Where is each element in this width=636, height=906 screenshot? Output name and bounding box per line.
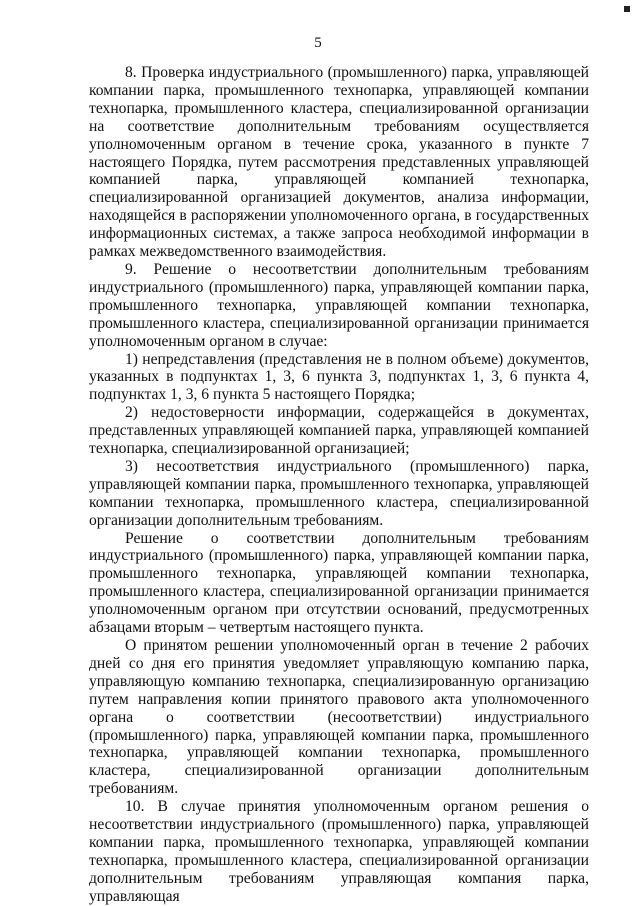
paragraph-9-item-1: 1) непредставления (представления не в полном объеме) документов, указанных в подпунктах 1, 3, 6 пункта 3, подпунктах 1, 3, 6 пункта 4, подпунктах 1, 3, 6 пункта 5 настоящего Порядка; [89, 350, 589, 404]
scan-corner-mark [624, 6, 630, 12]
paragraph-9: 9. Решение о несоответствии дополнительным требованиям индустриального (промышленного) парка, управляющей компании парка, промышленного технопарка, управляющей компании технопарка, промышленного кластера, специализированной организации принимается уполномоченным органом в случае: [89, 260, 589, 350]
paragraph-9-item-2: 2) недостоверности информации, содержащейся в документах, представленных управляющей компанией парка, управляющей компанией технопарка, специализированной организацией; [89, 404, 589, 458]
paragraph-10: 10. В случае принятия уполномоченным органом решения о несоответствии индустриального (промышленного) парка, управляющей компании парка, промышленного технопарка, управляющей компании технопарка, промышленного кластера, специализированной организации дополнительным требованиям управляющая компания парка, управляющая [89, 798, 589, 905]
paragraph-9-compliance-decision: Решение о соответствии дополнительным требованиям индустриального (промышленного) парка, управляющей компании парка, промышленного технопарка, управляющей компании технопарка, промышленного кластера, специализированной организации принимается уполномоченным органом при отсутствии оснований, предусмотренных абзацами вторым – четвертым настоящего пункта. [89, 529, 589, 637]
paragraph-8: 8. Проверка индустриального (промышленного) парка, управляющей компании парка, промышленного технопарка, управляющей компании технопарка, промышленного кластера, специализированной организации на соответствие дополнительным требованиям осуществляется уполномоченным органом в течение срока, указанного в пункте 7 настоящего Порядка, путем рассмотрения представленных управляющей компанией парка, управляющей компанией технопарка, специализированной организацией документов, анализа информации, находящейся в распоряжении уполномоченного органа, в государственных информационных системах, а также запроса необходимой информации в рамках межведомственного взаимодействия. [89, 64, 589, 261]
paragraph-9-notification: О принятом решении уполномоченный орган в течение 2 рабочих дней со дня его принятия уведомляет управляющую компанию парка, управляющую компанию технопарка, специализированную организацию путем направления копии принятого правового акта уполномоченного органа о соответствии (несоответствии) индустриального (промышленного) парка, управляющей компании парка, промышленного технопарка, управляющей компании технопарка, промышленного кластера, специализированной организации дополнительным требованиям. [89, 637, 589, 798]
page-number: 5 [314, 35, 322, 51]
document-body [89, 64, 589, 906]
paragraph-9-item-3: 3) несоответствия индустриального (промышленного) парка, управляющей компании парка, промышленного технопарка, управляющей компании технопарка, промышленного кластера, специализированной организации дополнительным требованиям. [89, 457, 589, 529]
